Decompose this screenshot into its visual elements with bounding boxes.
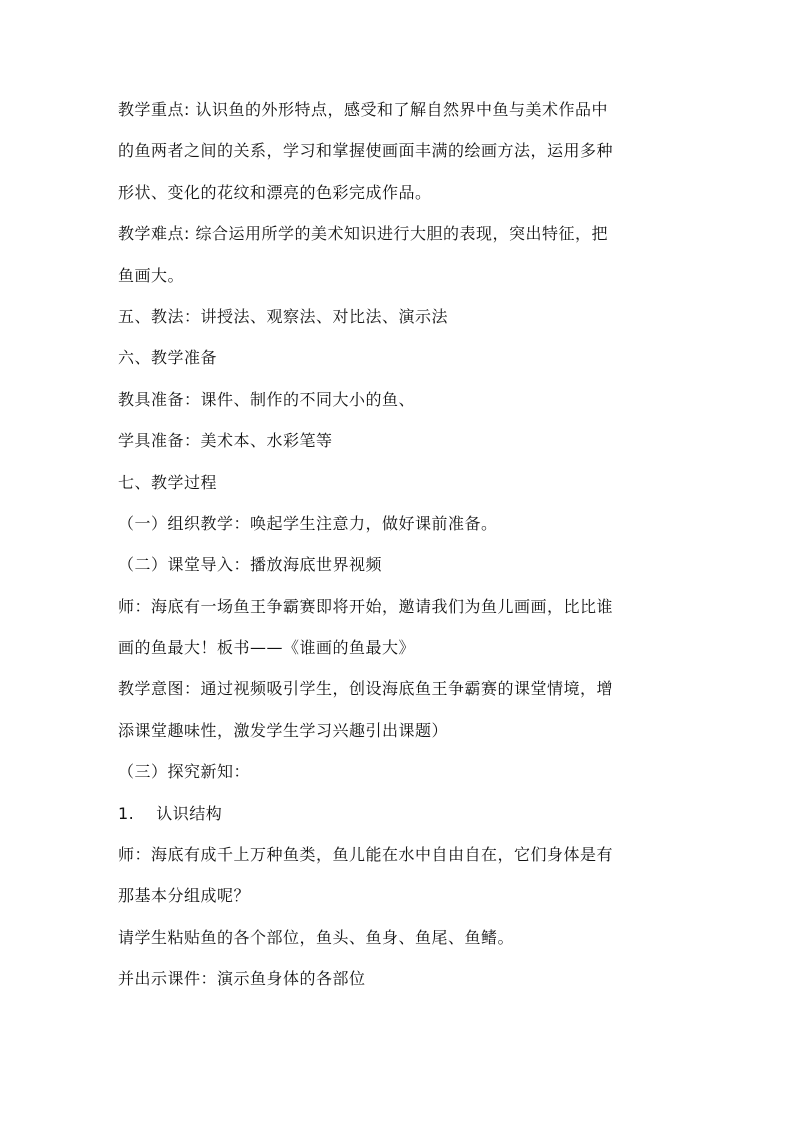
- teacher-intro-line-1: 师：海底有一场鱼王争霸赛即将开始，邀请我们为鱼儿画画，比比谁: [118, 596, 614, 616]
- teaching-intent-line-1: 教学意图：通过视频吸引学生，创设海底鱼王争霸赛的课堂情境，增: [118, 679, 614, 699]
- teacher-materials-line: 教具准备：课件、制作的不同大小的鱼、: [118, 389, 416, 409]
- key-points-line-1: 教学重点: 认识鱼的外形特点，感受和了解自然界中鱼与美术作品中: [118, 100, 608, 119]
- key-points-line-2: 的鱼两者之间的关系，学习和掌握使画面丰满的绘画方法，运用多种: [118, 141, 614, 161]
- list-number: 1.: [118, 803, 135, 823]
- key-points-line-3: 形状、变化的花纹和漂亮的色彩完成作品。: [118, 182, 432, 202]
- classroom-intro-line: （二）课堂导入：播放海底世界视频: [118, 555, 383, 575]
- teaching-process-heading: 七、教学过程: [118, 472, 218, 492]
- student-materials-line: 学具准备：美术本、水彩笔等: [118, 431, 333, 451]
- explore-new-knowledge-heading: （三）探究新知：: [118, 762, 251, 782]
- list-item-label: 认识结构: [156, 803, 223, 823]
- difficulty-line-2: 鱼画大。: [118, 265, 185, 285]
- organize-teaching-line: （一）组织教学：唤起学生注意力，做好课前准备。: [118, 513, 498, 533]
- teaching-preparation-heading: 六、教学准备: [118, 348, 218, 368]
- teacher-question-line-2: 那基本分组成呢？: [118, 886, 251, 906]
- courseware-demo-line: 并出示课件：演示鱼身体的各部位: [118, 969, 366, 989]
- numbered-item-structure: [118, 804, 678, 824]
- teaching-intent-line-2: 添课堂趣味性，激发学生学习兴趣引出课题）: [118, 720, 449, 740]
- student-activity-line: 请学生粘贴鱼的各个部位，鱼头、鱼身、鱼尾、鱼鳍。: [118, 927, 515, 947]
- difficulty-line-1: 教学难点: 综合运用所学的美术知识进行大胆的表现，突出特征，把: [118, 224, 608, 244]
- document-body: [118, 100, 678, 1011]
- teacher-intro-line-2: 画的鱼最大！板书——《谁画的鱼最大》: [118, 638, 416, 658]
- teacher-question-line-1: 师：海底有成千上万种鱼类，鱼儿能在水中自由自在，它们身体是有: [118, 845, 614, 865]
- teaching-methods-heading: 五、教法：讲授法、观察法、对比法、演示法: [118, 306, 449, 326]
